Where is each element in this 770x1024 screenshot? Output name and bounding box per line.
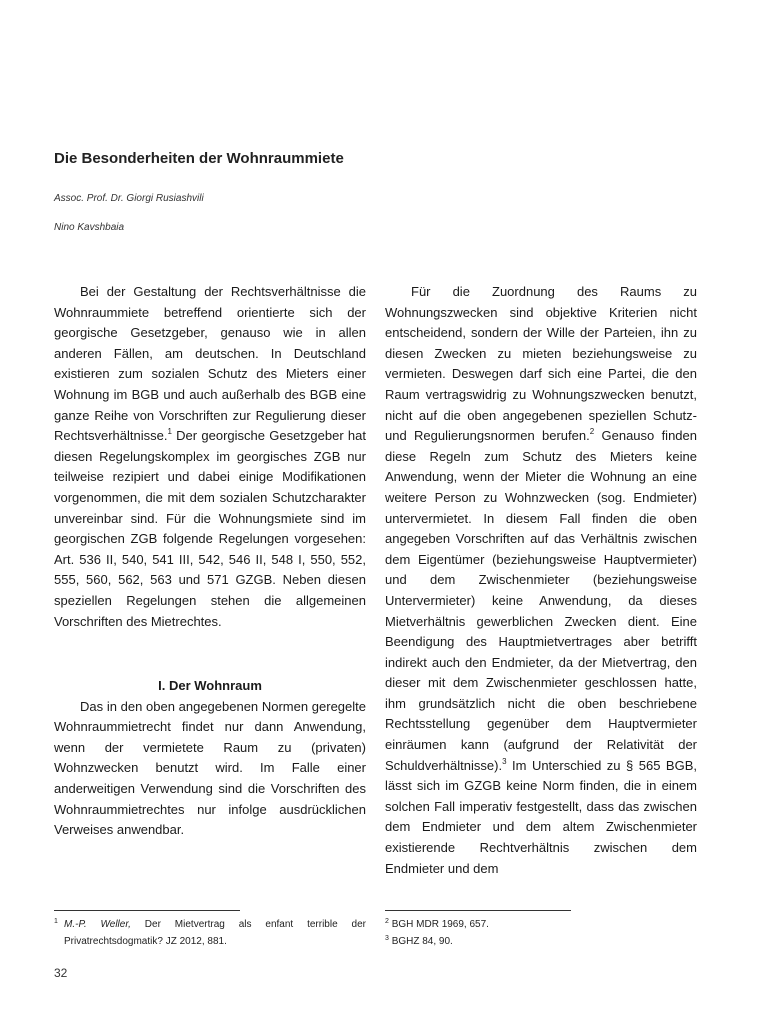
right-text-c: Im Unterschied zu § 565 BGB, lässt sich im GZGB keine Norm finden, die in einem solchen Fall imperativ festgestellt, dass das zwischen dem Endmieter und dem altem Zwischenmieter existierende Rechtverhältnis zwischen dem Endmieter und dem bbox=[385, 757, 697, 876]
right-text-b: Genauso finden diese Regeln zum Schutz des Mieters keine Anwendung, wenn der Mieter die Wohnung an eine weitere Person zu Wohnzwecken (sog. Endmieter) untervermietet. In diesem Fall finden die oben angegeben Vorschriften auf das Verhältnis zwischen dem Eigentümer (beziehungsweise Hauptvermieter) und dem Zwischenmieter (beziehungsweise Untervermieter) keine Anwendung, da dieses Mietverhältnis gewerblichen Zwecken dient. Eine Beendigung des Hauptmietvertrages aber betrifft indirekt auch den Endmieter, da der Mietvertrag, den dieser mit dem Zwischenmieter geschlossen hatte, ihm grundsätzlich nicht die oben beschriebene Rechtsstellung gegenüber dem Hauptvermieter einräumen kann (aufgrund der Relativität der Schuldverhältnisse). bbox=[385, 428, 697, 773]
right-text-a: Für die Zuordnung des Raums zu Wohnungszwecken sind objektive Kriterien nicht entscheidend, sondern der Wille der Parteien, ihn zu diesen Zwecken zu mieten beziehungsweise zu vermieten. Deswegen darf sich eine Partei, die den Raum vertragswidrig zu Wohnungszwecken benutzt, nicht auf die oben angegebenen speziellen Schutz- und Regulierungsnormen berufen. bbox=[385, 284, 697, 444]
footnote-2-number: 2 bbox=[385, 918, 389, 925]
footnote-ref-2: 2 bbox=[589, 427, 595, 437]
footnote-2-text: BGH MDR 1969, 657. bbox=[391, 919, 489, 930]
author-2: Nino Kavshbaia bbox=[54, 222, 125, 233]
footnote-2 bbox=[385, 916, 697, 933]
footnote-3 bbox=[385, 933, 697, 950]
footnote-ref-3: 3 bbox=[502, 756, 507, 766]
intro-paragraph bbox=[54, 282, 366, 632]
footnote-1-text: Der Mietvertrag als enfant terrible der Privatrechtsdogmatik? JZ 2012, 881. bbox=[64, 919, 367, 947]
right-paragraph bbox=[385, 282, 697, 879]
footnote-ref-1: 1 bbox=[167, 427, 172, 437]
author-1: Assoc. Prof. Dr. Giorgi Rusiashvili bbox=[54, 193, 204, 204]
footnote-1 bbox=[54, 916, 366, 950]
footnote-3-number: 3 bbox=[385, 935, 389, 942]
section-heading: I. Der Wohnraum bbox=[158, 678, 262, 694]
intro-text-a: Bei der Gestaltung der Rechtsverhältnisse die Wohnraummiete betreffend orientierte sich der georgische Gesetzgeber, genauso wie in allen anderen Fällen, am deutschen. In Deutschland existieren zum sozialen Schutz des Mieters einer Wohnung im BGB und auch außerhalb des BGB eine ganze Reihe von Vorschriften zur Regulierung dieser Rechtsverhältnisse. bbox=[54, 284, 366, 444]
article-title: Die Besonderheiten der Wohnraummiete bbox=[54, 150, 344, 167]
footnote-1-number: 1 bbox=[54, 918, 58, 925]
page-number: 32 bbox=[54, 966, 68, 980]
footnote-divider-right bbox=[385, 910, 571, 911]
footnote-divider-left bbox=[54, 910, 240, 911]
section-paragraph: Das in den oben angegebenen Normen geregelte Wohnraummietrecht findet nur dann Anwendung, wenn der vermietete Raum zu (privaten) Wohnzwecken benutzt wird. Im Falle einer anderweitigen Verwendung sind die Vorschriften des Wohnraummietrechtes nur infolge ausdrücklichen Verweises anwendbar. bbox=[54, 698, 366, 838]
intro-text-b: Der georgische Gesetzgeber hat diesen Regelungskomplex im georgisches ZGB nur teilweise rezipiert und dabei einige Modifikationen vorgenommen, die mit dem sozialen Schutzcharakter unvereinbar sind. Für die Wohnungsmiete sind im georgischen ZGB folgende Regelungen vorgesehen: Art. 536 II, 540, 541 III, 542, 546 II, 548 I, 550, 552, 555, 560, 562, 563 und 571 GZGB. Neben diesen speziellen Regelungen stehen die allgemeinen Vorschriften des Mietrechtes. bbox=[54, 428, 366, 629]
footnote-1-author: M.-P. Weller, bbox=[64, 919, 131, 930]
footnote-3-text: BGHZ 84, 90. bbox=[391, 936, 453, 947]
left-column bbox=[54, 282, 366, 841]
right-column bbox=[385, 282, 697, 879]
